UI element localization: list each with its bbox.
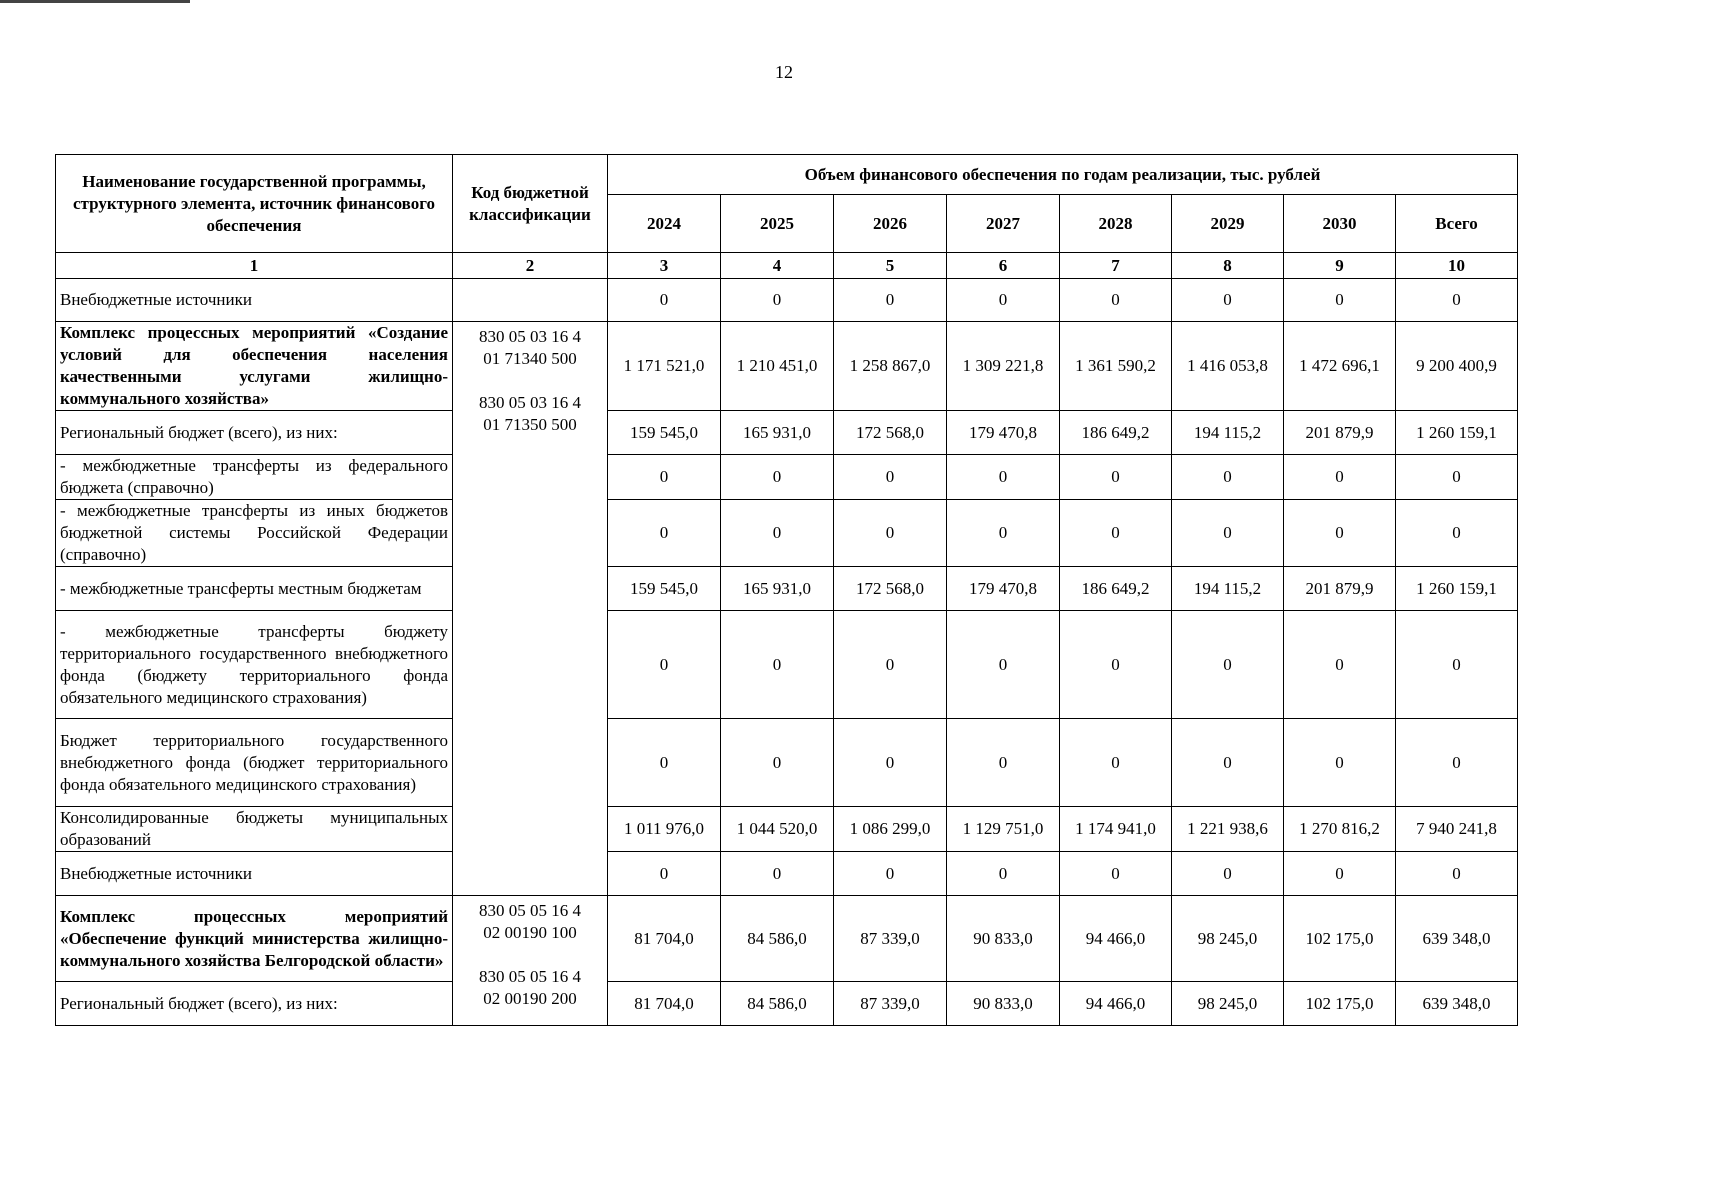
row-name: Консолидированные бюджеты муниципальных образований	[56, 807, 453, 852]
row-year-value: 194 115,2	[1172, 411, 1284, 455]
row-year-value: 1 086 299,0	[834, 807, 947, 852]
row-total-value: 7 940 241,8	[1396, 807, 1518, 852]
row-year-value: 0	[1284, 455, 1396, 500]
row-year-value: 0	[834, 611, 947, 719]
row-year-value: 1 221 938,6	[1172, 807, 1284, 852]
row-year-value: 0	[608, 279, 721, 322]
row-year-value: 0	[1060, 279, 1172, 322]
row-year-value: 194 115,2	[1172, 567, 1284, 611]
row-name: - межбюджетные трансферты из федерального бюджета (справочно)	[56, 455, 453, 500]
row-year-value: 102 175,0	[1284, 982, 1396, 1026]
row-year-value: 0	[947, 455, 1060, 500]
row-year-value: 0	[721, 852, 834, 896]
page-number: 12	[775, 62, 793, 82]
table-row	[56, 279, 1518, 322]
table-row	[56, 322, 1518, 411]
row-total-value: 639 348,0	[1396, 896, 1518, 982]
row-total-value: 0	[1396, 719, 1518, 807]
column-number: 5	[834, 253, 947, 279]
row-year-value: 1 210 451,0	[721, 322, 834, 411]
table-row	[56, 411, 1518, 455]
row-year-value: 172 568,0	[834, 411, 947, 455]
row-year-value: 0	[1060, 611, 1172, 719]
row-total-value: 0	[1396, 455, 1518, 500]
row-year-value: 186 649,2	[1060, 567, 1172, 611]
row-year-value: 0	[721, 455, 834, 500]
row-year-value: 0	[947, 279, 1060, 322]
header-year: 2024	[608, 195, 721, 253]
row-year-value: 1 171 521,0	[608, 322, 721, 411]
row-year-value: 0	[834, 500, 947, 567]
column-number: 4	[721, 253, 834, 279]
row-year-value: 179 470,8	[947, 411, 1060, 455]
row-year-value: 0	[1172, 719, 1284, 807]
column-number: 10	[1396, 253, 1518, 279]
row-year-value: 0	[947, 611, 1060, 719]
row-name: Региональный бюджет (всего), из них:	[56, 982, 453, 1026]
row-year-value: 0	[721, 279, 834, 322]
row-total-value: 9 200 400,9	[1396, 322, 1518, 411]
row-year-value: 84 586,0	[721, 982, 834, 1026]
row-year-value: 1 174 941,0	[1060, 807, 1172, 852]
row-name: Бюджет территориального государственного внебюджетного фонда (бюджет территориального фонда обязательного медицинского страхования)	[56, 719, 453, 807]
column-number: 3	[608, 253, 721, 279]
row-year-value: 165 931,0	[721, 567, 834, 611]
column-number: 7	[1060, 253, 1172, 279]
row-year-value: 0	[1060, 455, 1172, 500]
row-year-value: 201 879,9	[1284, 411, 1396, 455]
row-year-value: 1 258 867,0	[834, 322, 947, 411]
budget-table	[55, 154, 1518, 1026]
row-name: Комплекс процессных мероприятий «Обеспечение функций министерства жилищно-коммунального хозяйства Белгородской области»	[56, 896, 453, 982]
table-row	[56, 500, 1518, 567]
row-total-value: 1 260 159,1	[1396, 567, 1518, 611]
row-total-value: 639 348,0	[1396, 982, 1518, 1026]
column-number: 2	[453, 253, 608, 279]
row-year-value: 1 416 053,8	[1172, 322, 1284, 411]
row-year-value: 159 545,0	[608, 567, 721, 611]
row-year-value: 84 586,0	[721, 896, 834, 982]
row-year-value: 0	[1172, 611, 1284, 719]
budget-code-cell	[453, 896, 608, 1026]
column-number: 8	[1172, 253, 1284, 279]
budget-code-line: 01 71340 500	[483, 349, 577, 368]
header-name: Наименование государственной программы, структурного элемента, источник финансового обеспечения	[56, 155, 453, 253]
row-name: - межбюджетные трансферты бюджету территориального государственного внебюджетного фонда (бюджету территориального фонда обязательного медицинского страхования)	[56, 611, 453, 719]
table-row	[56, 982, 1518, 1026]
row-year-value: 0	[947, 500, 1060, 567]
row-year-value: 0	[1172, 455, 1284, 500]
table-row	[56, 719, 1518, 807]
row-year-value: 186 649,2	[1060, 411, 1172, 455]
row-year-value: 90 833,0	[947, 982, 1060, 1026]
table-row	[56, 852, 1518, 896]
scan-artifact	[0, 0, 190, 3]
row-year-value: 87 339,0	[834, 896, 947, 982]
budget-code-line: 02 00190 200	[483, 989, 577, 1008]
header-year: 2025	[721, 195, 834, 253]
budget-code-cell	[453, 322, 608, 896]
row-year-value: 179 470,8	[947, 567, 1060, 611]
header-total: Всего	[1396, 195, 1518, 253]
header-year: 2030	[1284, 195, 1396, 253]
header-year: 2029	[1172, 195, 1284, 253]
row-year-value: 1 472 696,1	[1284, 322, 1396, 411]
row-name: Региональный бюджет (всего), из них:	[56, 411, 453, 455]
row-year-value: 1 309 221,8	[947, 322, 1060, 411]
row-year-value: 0	[1060, 852, 1172, 896]
row-name: Внебюджетные источники	[56, 852, 453, 896]
row-year-value: 1 270 816,2	[1284, 807, 1396, 852]
row-year-value: 0	[721, 719, 834, 807]
column-number: 1	[56, 253, 453, 279]
row-year-value: 0	[1284, 279, 1396, 322]
table-row	[56, 567, 1518, 611]
row-name: - межбюджетные трансферты из иных бюджетов бюджетной системы Российской Федерации (справочно)	[56, 500, 453, 567]
row-total-value: 0	[1396, 500, 1518, 567]
budget-code-line: 830 05 05 16 4	[479, 967, 581, 986]
row-year-value: 98 245,0	[1172, 896, 1284, 982]
row-year-value: 0	[608, 611, 721, 719]
budget-code-line: 830 05 05 16 4	[479, 901, 581, 920]
row-year-value: 0	[1172, 852, 1284, 896]
row-year-value: 0	[1284, 852, 1396, 896]
row-total-value: 0	[1396, 611, 1518, 719]
row-year-value: 0	[1060, 719, 1172, 807]
row-year-value: 87 339,0	[834, 982, 947, 1026]
row-year-value: 102 175,0	[1284, 896, 1396, 982]
table-row	[56, 807, 1518, 852]
row-year-value: 98 245,0	[1172, 982, 1284, 1026]
header-code: Код бюджетной классификации	[453, 155, 608, 253]
budget-code-line: 01 71350 500	[483, 415, 577, 434]
row-year-value: 201 879,9	[1284, 567, 1396, 611]
row-year-value: 1 361 590,2	[1060, 322, 1172, 411]
row-year-value: 0	[608, 852, 721, 896]
table-row	[56, 455, 1518, 500]
row-total-value: 0	[1396, 279, 1518, 322]
row-year-value: 172 568,0	[834, 567, 947, 611]
row-year-value: 0	[608, 455, 721, 500]
table-row	[56, 611, 1518, 719]
header-year: 2026	[834, 195, 947, 253]
row-year-value: 81 704,0	[608, 896, 721, 982]
row-year-value: 0	[721, 500, 834, 567]
budget-code-line: 02 00190 100	[483, 923, 577, 942]
row-year-value: 0	[1284, 500, 1396, 567]
column-number: 6	[947, 253, 1060, 279]
row-year-value: 165 931,0	[721, 411, 834, 455]
budget-code-line: 830 05 03 16 4	[479, 393, 581, 412]
row-code-empty	[453, 279, 608, 322]
row-year-value: 0	[608, 500, 721, 567]
row-year-value: 0	[608, 719, 721, 807]
row-year-value: 0	[1060, 500, 1172, 567]
row-total-value: 0	[1396, 852, 1518, 896]
row-year-value: 0	[1172, 279, 1284, 322]
header-year: 2027	[947, 195, 1060, 253]
header-volume: Объем финансового обеспечения по годам реализации, тыс. рублей	[608, 155, 1518, 195]
row-year-value: 81 704,0	[608, 982, 721, 1026]
row-year-value: 1 011 976,0	[608, 807, 721, 852]
row-year-value: 1 044 520,0	[721, 807, 834, 852]
row-year-value: 94 466,0	[1060, 896, 1172, 982]
row-year-value: 0	[947, 852, 1060, 896]
row-total-value: 1 260 159,1	[1396, 411, 1518, 455]
row-year-value: 90 833,0	[947, 896, 1060, 982]
budget-code-line: 830 05 03 16 4	[479, 327, 581, 346]
row-name: Внебюджетные источники	[56, 279, 453, 322]
row-year-value: 0	[834, 719, 947, 807]
row-year-value: 0	[834, 852, 947, 896]
row-year-value: 0	[1284, 611, 1396, 719]
row-year-value: 0	[1172, 500, 1284, 567]
row-year-value: 0	[834, 279, 947, 322]
table-row	[56, 896, 1518, 982]
column-number: 9	[1284, 253, 1396, 279]
header-year: 2028	[1060, 195, 1172, 253]
row-year-value: 1 129 751,0	[947, 807, 1060, 852]
row-year-value: 0	[947, 719, 1060, 807]
row-year-value: 0	[721, 611, 834, 719]
row-year-value: 159 545,0	[608, 411, 721, 455]
row-name: - межбюджетные трансферты местным бюджетам	[56, 567, 453, 611]
row-year-value: 94 466,0	[1060, 982, 1172, 1026]
row-name: Комплекс процессных мероприятий «Создание условий для обеспечения населения качественными услугами жилищно-коммунального хозяйства»	[56, 322, 453, 411]
row-year-value: 0	[1284, 719, 1396, 807]
row-year-value: 0	[834, 455, 947, 500]
